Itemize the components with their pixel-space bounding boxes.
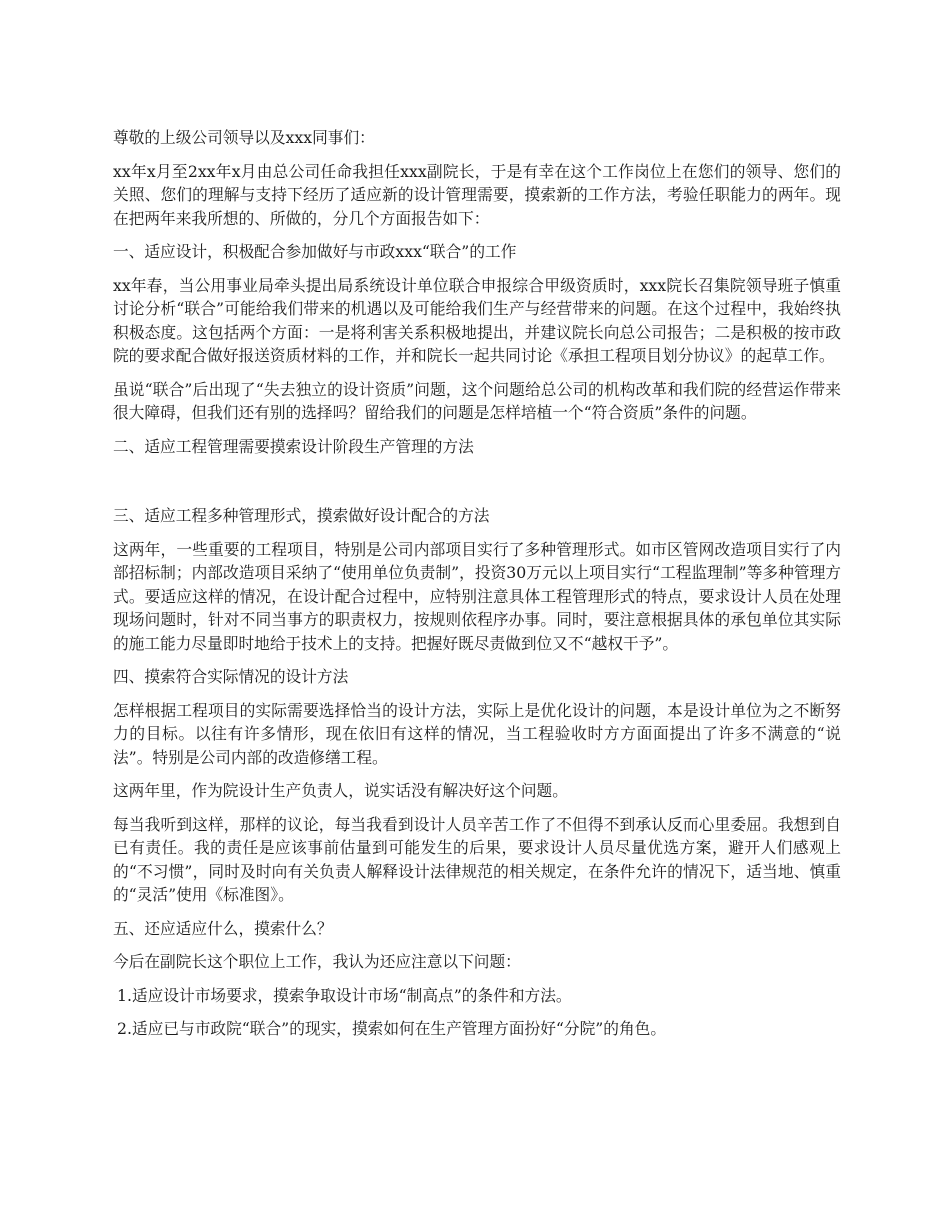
- list-item: 1.适应设计市场要求，摸索争取设计市场“制高点”的条件和方法。: [117, 985, 572, 1005]
- section-3-paragraph-1: 这两年，一些重要的工程项目，特别是公司内部项目实行了多种管理形式。如市区管网改造项目实行了内部招标制；内部改造项目采纳了“使用单位负责制”，投资30万元以上项目实行“工程监理制”等多种管理方式。要适应这样的情况，在设计配合过程中，应特别注意具体工程管理形式的特点，要求设计人员在处理现场问题时，针对不同当事方的职责权力，按规则依程序办事。同时，要注意根据具体的承包单位其实际的施工能力尽量即时地给于技术上的支持。把握好既尽责做到位又不“越权干予”。: [113, 539, 841, 653]
- section-5-paragraph-1: 今后在副院长这个职位上工作，我认为还应注意以下问题：: [113, 952, 521, 971]
- section-1-paragraph-2: 虽说“联合”后出现了“失去独立的设计资质”问题，这个问题给总公司的机构改革和我们院的经营运作带来很大障碍，但我们还有别的选择吗？留给我们的问题是怎样培植一个“符合资质”条件的问题。: [113, 379, 841, 422]
- section-4-paragraph-2: 这两年里，作为院设计生产负责人，说实话没有解决好这个问题。: [113, 781, 568, 800]
- section-4-heading: 四、摸索符合实际情况的设计方法: [113, 667, 349, 686]
- section-1-paragraph-1: xx年春，当公用事业局牵头提出局系统设计单位联合申报综合甲级资质时，xxx院长召集院领导班子慎重讨论分析“联合”可能给我们带来的机遇以及可能给我们生产与经营带来的问题。在这个过程中，我始终执积极态度。这包括两个方面：一是将利害关系积极地提出，并建议院长向总公司报告；二是积极的按市政院的要求配合做好报送资质材料的工作，并和院长一起共同讨论《承担工程项目划分协议》的起草工作。: [113, 275, 841, 365]
- section-4-paragraph-1: 怎样根据工程项目的实际需要选择恰当的设计方法，实际上是优化设计的问题，本是设计单位为之不断努力的目标。以往有许多情形，现在依旧有这样的情况，当工程验收时方方面面提出了许多不满意的“说法”。特别是公司内部的改造修缮工程。: [113, 700, 841, 767]
- document-body: [113, 126, 841, 1051]
- section-2-heading: 二、适应工程管理需要摸索设计阶段生产管理的方法: [113, 436, 474, 456]
- list-item: 2.适应已与市政院“联合”的现实，摸索如何在生产管理方面扮好“分院”的角色。: [117, 1019, 667, 1038]
- section-3-heading: 三、适应工程多种管理形式，摸索做好设计配合的方法: [113, 506, 490, 525]
- intro-paragraph: xx年x月至2xx年x月由总公司任命我担任xxx副院长，于是有幸在这个工作岗位上在您们的领导、您们的关照、您们的理解与支持下经历了适应新的设计管理需要，摸索新的工作方法，考验任职能力的两年。现在把两年来我所想的、所做的，分几个方面报告如下：: [113, 161, 841, 228]
- section-4-paragraph-3: 每当我听到这样，那样的议论，每当我看到设计人员辛苦工作了不但得不到承认反而心里委屈。我想到自已有责任。我的责任是应该事前估量到可能发生的后果，要求设计人员尽量优选方案，避开人们感观上的“不习惯”，同时及时向有关负责人解释设计法律规范的相关规定，在条件允许的情况下，适当地、慎重的“灵活”使用《标准图》。: [113, 814, 841, 904]
- greeting: 尊敬的上级公司领导以及xxx同事们：: [113, 128, 375, 147]
- section-5-heading: 五、还应适应什么，摸索什么？: [113, 918, 333, 938]
- section-1-heading: 一、适应设计，积极配合参加做好与市政xxx“联合”的工作: [113, 242, 517, 261]
